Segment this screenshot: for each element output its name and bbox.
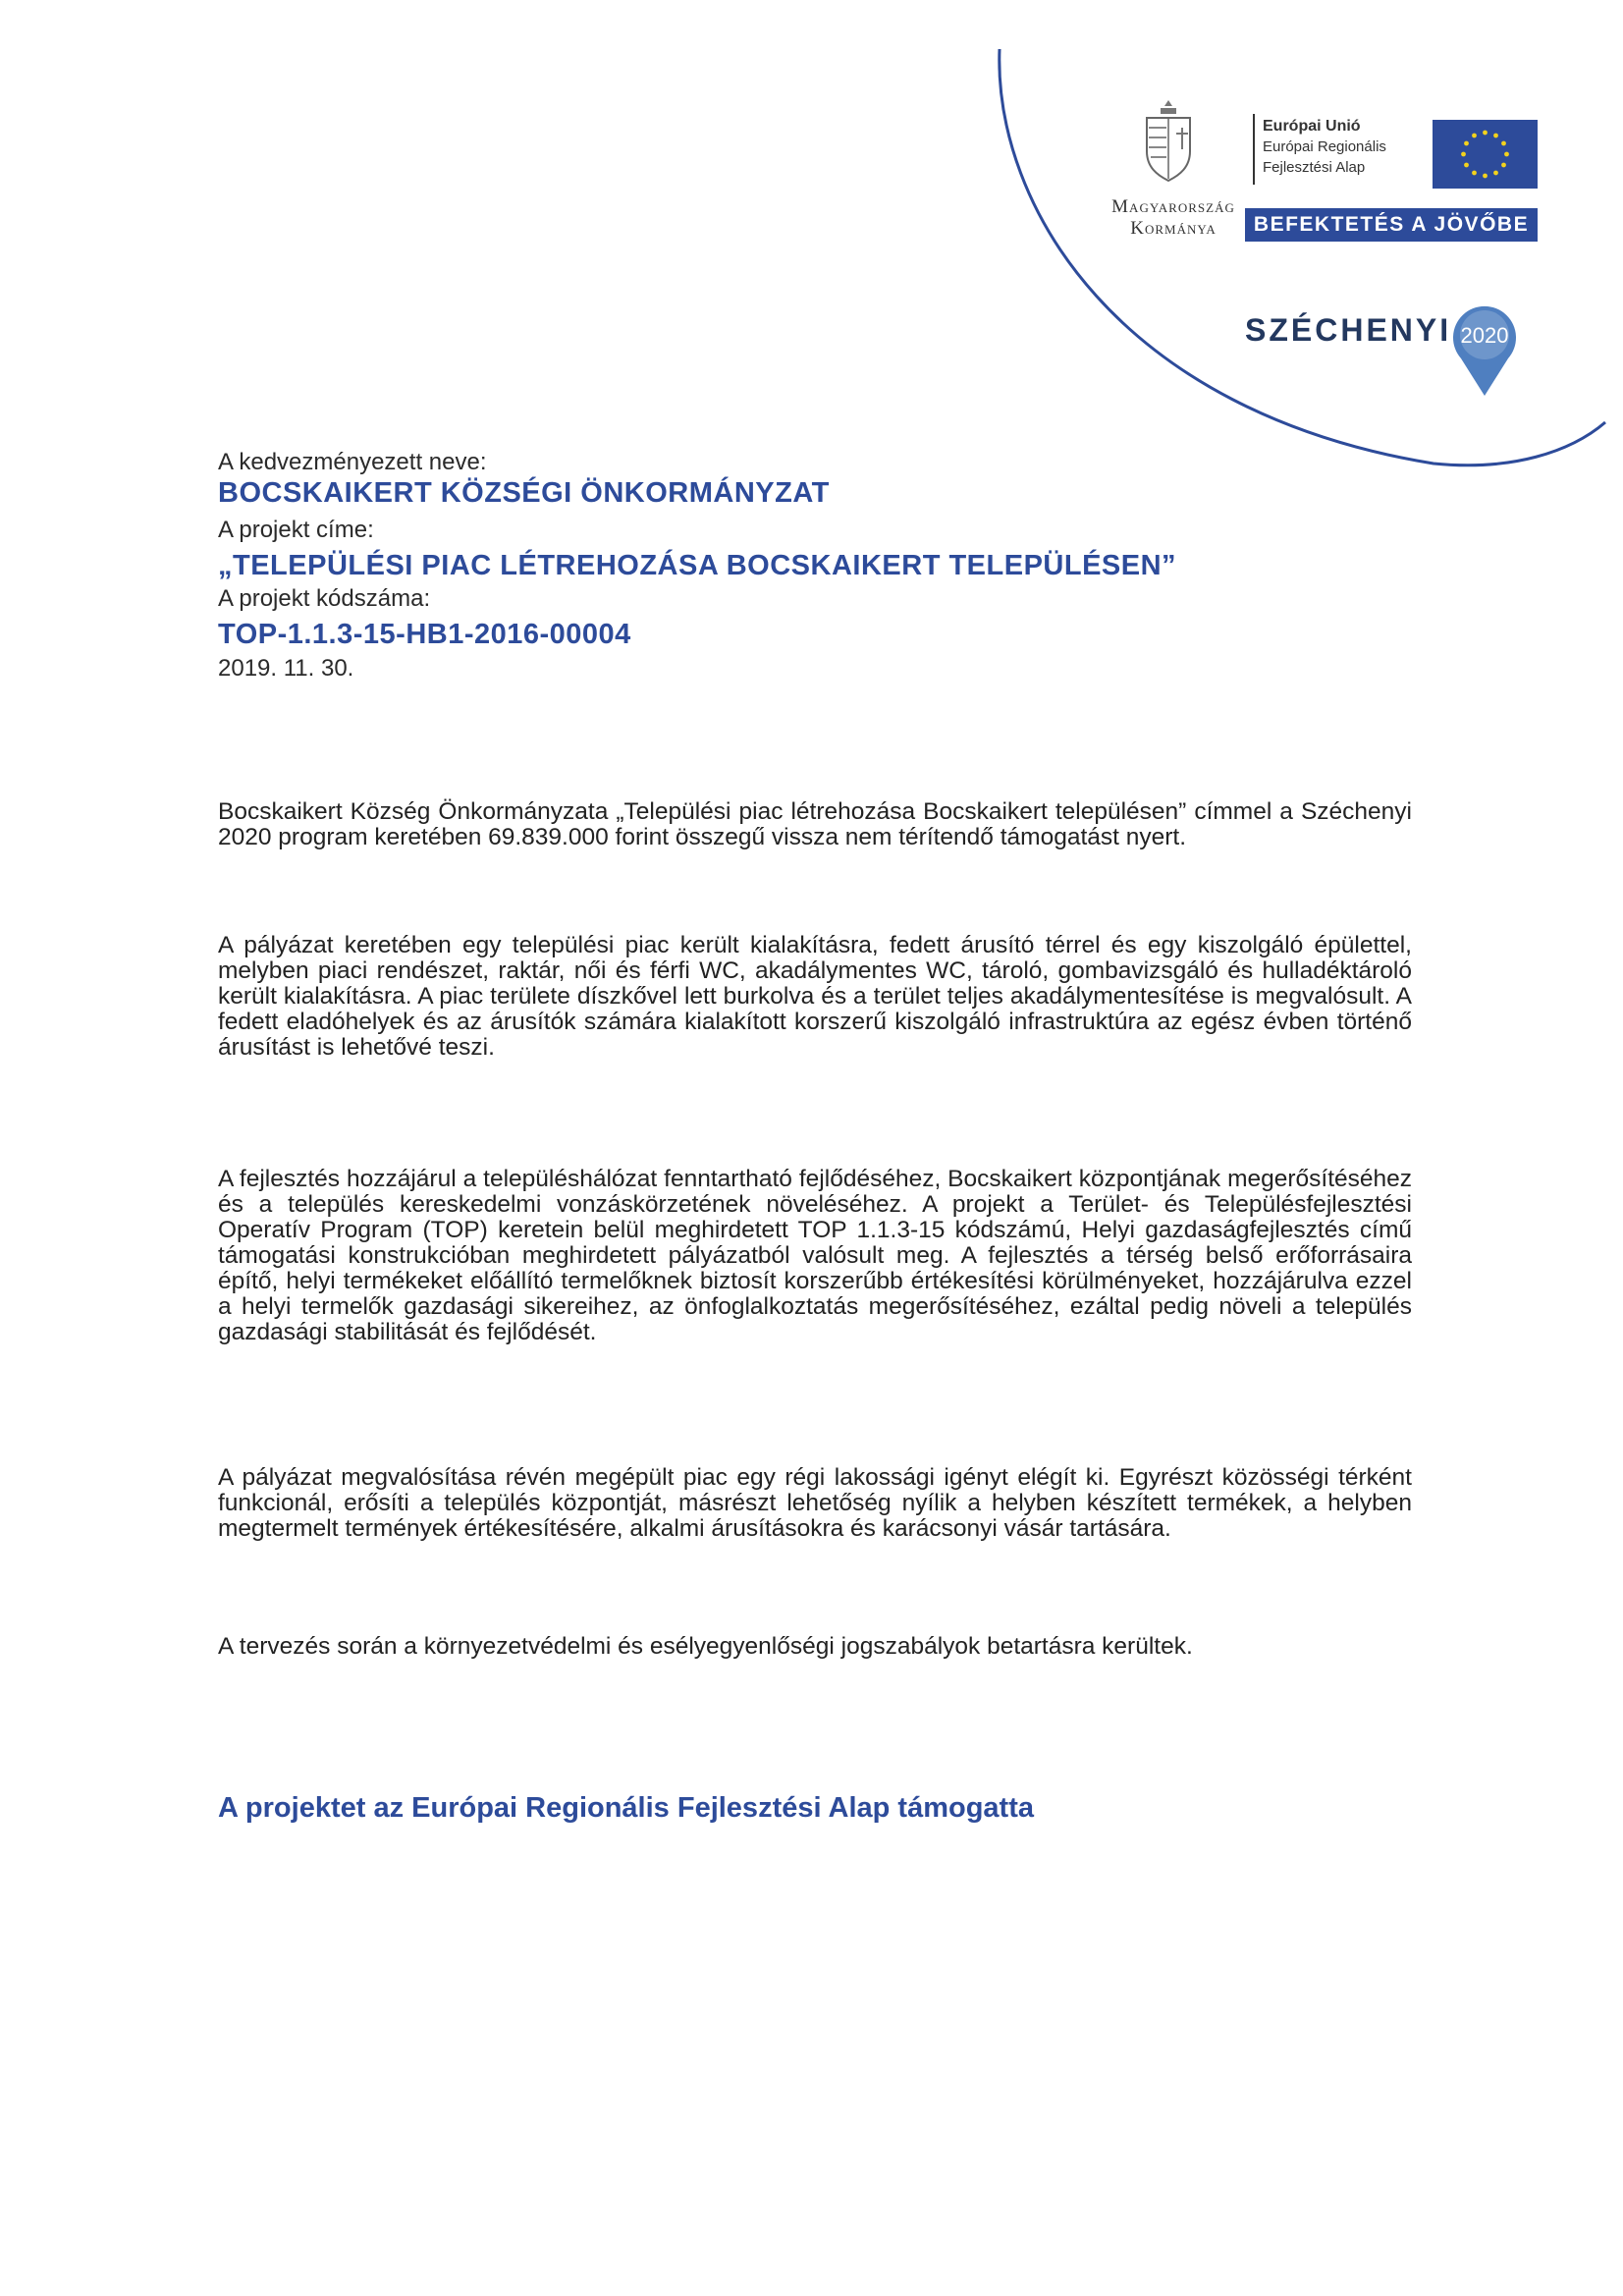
paragraph-3: A fejlesztés hozzájárul a településhálózat fenntartható fejlődéséhez, Bocskaikert központjának megerősítéséhez és a település kereskedelmi vonzáskörzetének növeléséhez. A projekt a Terület- és Településfejlesztési Operatív Program (TOP) keretein belül meghirdetett TOP 1.1.3-15 kódszámú, Helyi gazdaságfejlesztés című támogatási konstrukcióban meghirdetett pályázatból valósult meg. A fejlesztés a térség belső erőforrásaira építő, helyi termékeket előállító termelőknek biztosít korszerűbb értékesítési körülményeket, hozzájárulva ezzel a helyi termelők gazdasági sikereihez, az önfoglalkoztatás megerősítéséhez, ezáltal pedig növeli a település gazdasági stabilitását és fejlődését. <box>218 1166 1412 1345</box>
eu-title: Európai Unió <box>1263 118 1361 135</box>
coat-of-arms-icon <box>1139 98 1198 187</box>
paragraph-2: A pályázat keretében egy települési piac került kialakításra, fedett árusító térrel és egy kiszolgáló épülettel, melyben piaci rendészet, raktár, női és férfi WC, akadálymentes WC, tároló, gombavizsgáló és hulladéktároló került kialakításra. A piac területe díszkővel lett burkolva és a terület teljes akadálymentesítése is megvalósult. A fedett eladóhelyek és az árusítók számára kialakított korszerű kiszolgáló infrastruktúra az egész évben történő árusítást is lehetővé teszi. <box>218 932 1412 1061</box>
project-code: TOP-1.1.3-15-HB1-2016-00004 <box>218 619 631 650</box>
project-title-label: A projekt címe: <box>218 517 374 543</box>
header-curve-line <box>0 0 1623 491</box>
beneficiary-name: BOCSKAIKERT KÖZSÉGI ÖNKORMÁNYZAT <box>218 477 830 509</box>
document-date: 2019. 11. 30. <box>218 655 354 682</box>
government-line-2: Kormánya <box>1130 218 1217 239</box>
government-logo-text <box>1080 196 1267 240</box>
szechenyi-2020-pin-icon <box>1447 298 1522 398</box>
szechenyi-wordmark: SZÉCHENYI <box>1245 312 1452 348</box>
szechenyi-year: 2020 <box>1460 323 1509 348</box>
government-line-1: Magyarország <box>1111 196 1235 217</box>
eu-line-3: Fejlesztési Alap <box>1263 159 1366 176</box>
project-code-label: A projekt kódszáma: <box>218 585 431 612</box>
paragraph-1: Bocskaikert Község Önkormányzata „Települési piac létrehozása Bocskaikert településen” címmel a Széchenyi 2020 program keretében 69.839.000 forint összegű vissza nem térítendő támogatást nyert. <box>218 798 1412 850</box>
funding-statement: A projektet az Európai Regionális Fejlesztési Alap támogatta <box>218 1792 1034 1824</box>
beneficiary-label: A kedvezményezett neve: <box>218 449 487 475</box>
project-title: „TELEPÜLÉSI PIAC LÉTREHOZÁSA BOCSKAIKERT TELEPÜLÉSEN” <box>218 550 1177 581</box>
eu-logo-text <box>1263 116 1386 178</box>
eu-flag-icon <box>1433 120 1538 189</box>
eu-line-2: Európai Regionális <box>1263 138 1386 155</box>
paragraph-4: A pályázat megvalósítása révén megépült piac egy régi lakossági igényt elégít ki. Egyrészt közösségi térként funkcionál, erősíti a település központját, másrészt lehetőség nyílik a helyben készített termékek, a helyben megtermelt termények értékesítésére, alkalmi árusításokra és karácsonyi vásár tartására. <box>218 1464 1412 1542</box>
eu-divider <box>1253 114 1255 185</box>
invest-future-banner: BEFEKTETÉS A JÖVŐBE <box>1245 208 1538 242</box>
paragraph-5: A tervezés során a környezetvédelmi és esélyegyenlőségi jogszabályok betartásra kerültek. <box>218 1633 1193 1660</box>
